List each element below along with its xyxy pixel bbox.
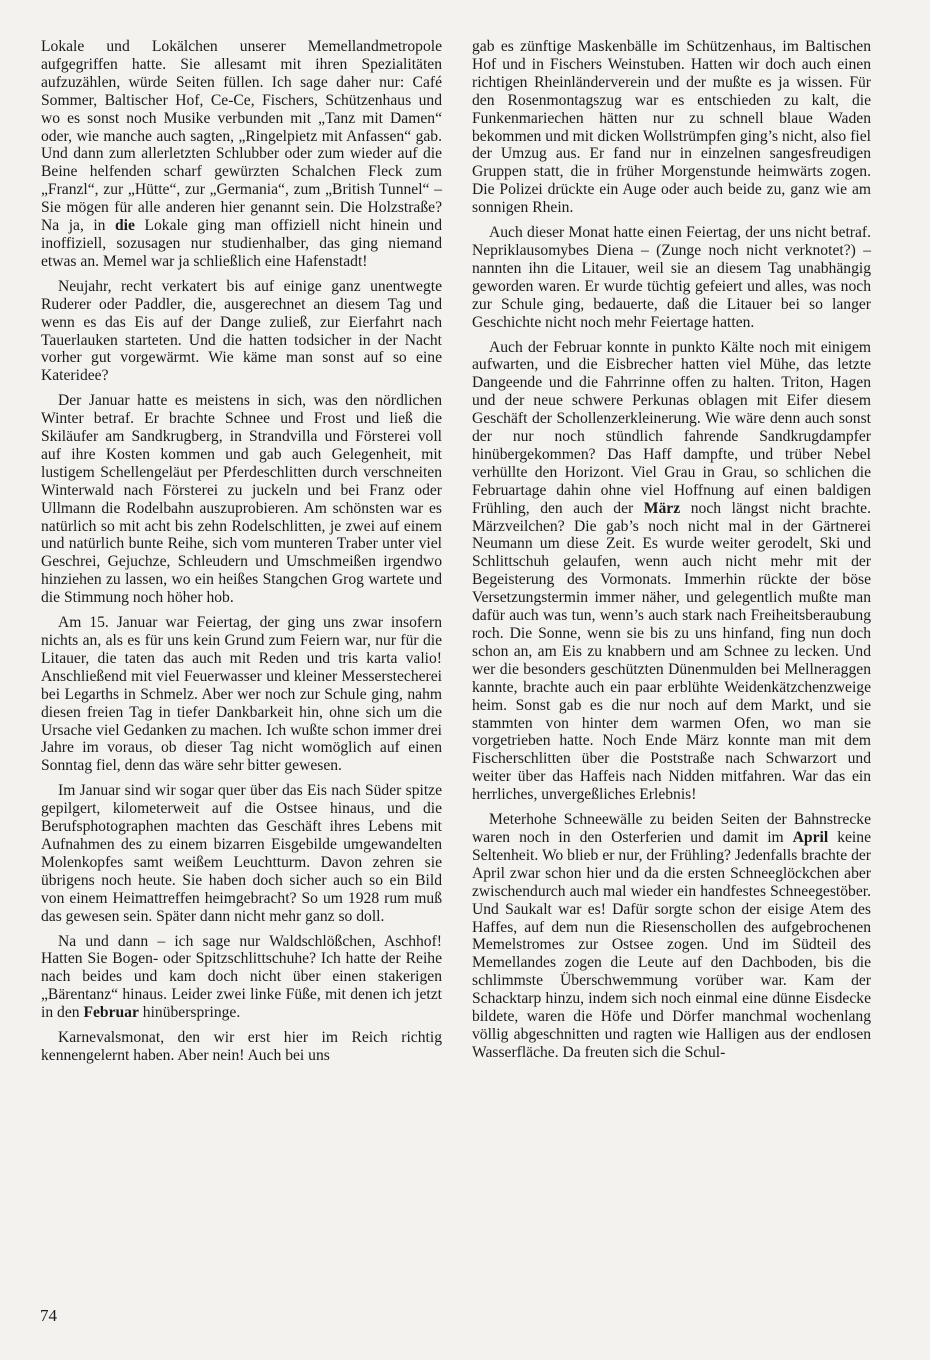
paragraph: [472, 38, 871, 217]
paragraph: [41, 278, 442, 385]
paragraph: [41, 392, 442, 607]
bold-keyword: die: [115, 217, 135, 235]
paragraph-text: Am 15. Januar war Feiertag, der ging uns zwar insofern nichts an, als es für uns kein Grund zum Feiern war, nur für die Litauer, die taten das auch mit Reden und tris karta valio! Anschließend mit viel Feuerwasser und kleiner Messerstecherei bei Legarths in Schmelz. Aber wer noch zur Schule ging, nahm diesen freien Tag in tiefer Dankbarkeit hin, ohne sich um die Ursache viel Gedanken zu machen. Ich wußte schon immer drei Jahre im voraus, ob dieser Tag nicht womöglich auf einen Sonntag fiel, denn das wäre sehr bitter gewesen.: [41, 614, 442, 775]
paragraph-text: Na und dann – ich sage nur Waldschlößchen, Aschhof! Hatten Sie Bogen- oder Spitzschlittschuhe? Ich hatte der Reihe nach beides und kam doch nicht über einen stakerigen „Bärentanz“ hinaus. Leider zwei linke Füße, mit denen ich jetzt in den: [41, 932, 442, 1022]
page-number: 74: [40, 1306, 57, 1325]
paragraph: [41, 782, 442, 925]
paragraph-text: Der Januar hatte es meistens in sich, was den nördlichen Winter betraf. Er brachte Schnee und Frost und ließ die Skiläufer am Sandkrugberg, in Strandvilla und Försterei voll auf ihre Kosten kommen und gab auch Gelegenheit, mit lustigem Schellengeläut per Pferdeschlitten durch verschneiten Winterwald nach Försterei zu juckeln und bei Franz oder Ullmann die Rodelbahn auszuprobieren. Am schönsten war es natürlich so mit acht bis zehn Rodelschlitten, je zwei auf einem und natürlich bunte Reihe, sich vom munteren Traber unter viel Geschrei, Gejuchze, Schleudern und Umschmeißen irgendwo hinziehen zu lassen, wo ein heißes Stangchen Grog wartete und die Stimmung noch höher hob.: [41, 392, 442, 607]
paragraph: [472, 811, 871, 1062]
paragraph-text: Lokale und Lokälchen unserer Memellandmetropole aufgegriffen hatte. Sie allesamt mit ihren Spezialitäten aufzuzählen, würde Seiten füllen. Ich sage daher nur: Café Sommer, Baltischer Hof, Ce-Ce, Fischers, Schützenhaus und wo es sonst noch Musike verbunden mit „Tanz mit Damen“ oder, wie manche auch sagten, „Ringelpietz mit Anfassen“ gab. Und dann zum allerletzten Schlubber oder zum wieder auf die Beine helfenden scharf gewürzten Schalchen Fleck zum „Franzl“, zur „Hütte“, zur „Germania“, zum „British Tunnel“ – Sie mögen für alle anderen hier genannt sein. Die Holzstraße? Na ja, in: [41, 38, 442, 235]
paragraph: [472, 224, 871, 331]
paragraph-text: keine Seltenheit. Wo blieb er nur, der Frühling? Jedenfalls brachte der April zwar schon hier und da die ersten Schneeglöckchen aber zwischendurch auch mal wieder ein handfestes Schneegestöber. Und Saukalt war es! Dafür sorgte schon der eisige Atem des Haffes, auf dem nun die Riesenschollen des aufgebrochenen Memelstromes zur Ostsee zogen. Und im Südteil des Memellandes zogen die Leute auf den Dachboden, bis die schlimmste Überschwemmung vorüber war. Kam der Schacktarp hinzu, indem sich noch einmal eine dünne Eisdecke bildete, waren die Höfe und Dörfer manchmal wochenlang völlig abgeschnitten und ragten wie Halligen aus der endlosen Wasserfläche. Da freuten sich die Schul-: [472, 828, 871, 1061]
paragraph: [472, 339, 871, 805]
bold-keyword: Februar: [83, 1004, 139, 1022]
paragraph-text: gab es zünftige Maskenbälle im Schützenhaus, im Baltischen Hof und in Fischers Weinstuben. Hatten wir doch auch einen richtigen Rheinländerverein und der mußte es ja wissen. Für den Rosenmontagszug war es entschieden zu kalt, die Funkenmariechen hätten nur zu schnell blaue Waden bekommen und mit dicken Wollstrümpfen ging’s nicht, also fiel der Umzug aus. Er fand nur in einzelnen sangesfreudigen Gruppen statt, die in früher Morgenstunde heimwärts zogen. Die Polizei drückte ein Auge oder auch beide zu, ganz wie am sonnigen Rhein.: [472, 38, 871, 217]
paragraph: [41, 1029, 442, 1065]
paragraph-text: Auch dieser Monat hatte einen Feiertag, der uns nicht betraf. Nepriklausomybes Diena – (Zunge noch nicht verknotet?) – nannten ihn die Litauer, weil sie an diesem Tag unabhängig geworden waren. Er wurde tüchtig gefeiert und alles, was noch zur Schule ging, bedauerte, daß die Litauer bei so langer Geschichte nicht noch mehr Feiertage hatten.: [472, 224, 871, 331]
left-text-column: [41, 38, 442, 1072]
paragraph-text: Lokale ging man offiziell nicht hinein und inoffiziell, sozusagen nur studienhalber, das ging niemand etwas an. Memel war ja schließlich eine Hafenstadt!: [41, 217, 442, 270]
bold-keyword: April: [792, 828, 829, 846]
paragraph-text: Auch der Februar konnte in punkto Kälte noch mit einigem aufwarten, und die Eisbrecher hatten viel Mühe, das letzte Dangeende und die Fahrrinne offen zu halten. Triton, Hagen und der neue schwere Perkunas oblagen mit Eifer diesem Geschäft der Schollenzerkleinerung. Wie wäre denn auch sonst der nur noch stündlich fahrende Sandkrugdampfer hinübergekommen? Das Haff dampfte, und trüber Nebel verhüllte den Horizont. Viel Grau in Grau, so schlichen die Februartage dahin ohne viel Hoffnung auf einen baldigen Frühling, den auch der: [472, 338, 871, 517]
paragraph: [41, 614, 442, 775]
paragraph-text: Neujahr, recht verkatert bis auf einige ganz unentwegte Ruderer oder Paddler, die, ausgerechnet an diesem Tag und wenn es das Eis auf der Dange zuließ, zur Eierfahrt nach Tauerlauken starteten. Und die hatten todsicher in der Nacht vorher gut vorgewärmt. Wie käme man sonst auf so eine Kateridee?: [41, 277, 442, 385]
bold-keyword: März: [643, 499, 681, 517]
paragraph-text: noch längst nicht brachte. Märzveilchen? Die gab’s noch nicht mal in der Gärtnerei Neumann um diese Zeit. Es wurde weiter gerodelt, Ski und Schlittschuh gelaufen, wenn auch nicht mehr mit der Begeisterung des Vormonats. Immerhin rückte der böse Versetzungstermin immer näher, und gelegentlich mußte man dafür auch was tun, wenn’s auch stark nach Freiheitsberaubung roch. Die Sonne, wenn sie bis zu uns hinfand, fing nun doch schon an, am Eis zu knabbern und am Schnee zu lecken. Und wer die besonders geschützten Dünenmulden bei Mellneraggen kannte, brachte auch ein paar erblühte Weidenkätzchenzweige heim. Sonst gab es die nur noch auf dem Markt, und sie stammten von hinter dem warmen Ofen, wo man sie vorgetrieben hatte. Noch Ende März konnte man mit dem Fischerschlitten über die Poststraße nach Schwarzort und weiter über das Haffeis nach Nidden mitfahren. War das ein herrliches, unvergeßliches Erlebnis!: [472, 499, 871, 804]
paragraph: [41, 38, 442, 271]
paragraph-text: Meterhohe Schneewälle zu beiden Seiten der Bahnstrecke waren noch in den Osterferien und damit im: [472, 811, 871, 846]
right-text-column: [472, 38, 871, 1069]
paragraph-text: hinüberspringe.: [138, 1004, 241, 1022]
paragraph: [41, 933, 442, 1023]
paragraph-text: Im Januar sind wir sogar quer über das Eis nach Süder spitze gepilgert, kilometerweit auf die Ostsee hinaus, und die Berufsphotographen machten das Geschäft ihres Lebens mit Aufnahmen des zu einem bizarren Eisgebilde umgewandelten Molenkopfes samt weißem Leuchtturm. Davon zehren sie übrigens noch heute. Sie haben doch sicher auch so ein Bild von einem Heimattreffen heimgebracht? So um 1928 rum muß das gewesen sein. Später dann nicht mehr ganz so doll.: [41, 782, 442, 925]
paragraph-text: Karnevalsmonat, den wir erst hier im Reich richtig kennengelernt haben. Aber nein! Auch bei uns: [41, 1029, 442, 1064]
